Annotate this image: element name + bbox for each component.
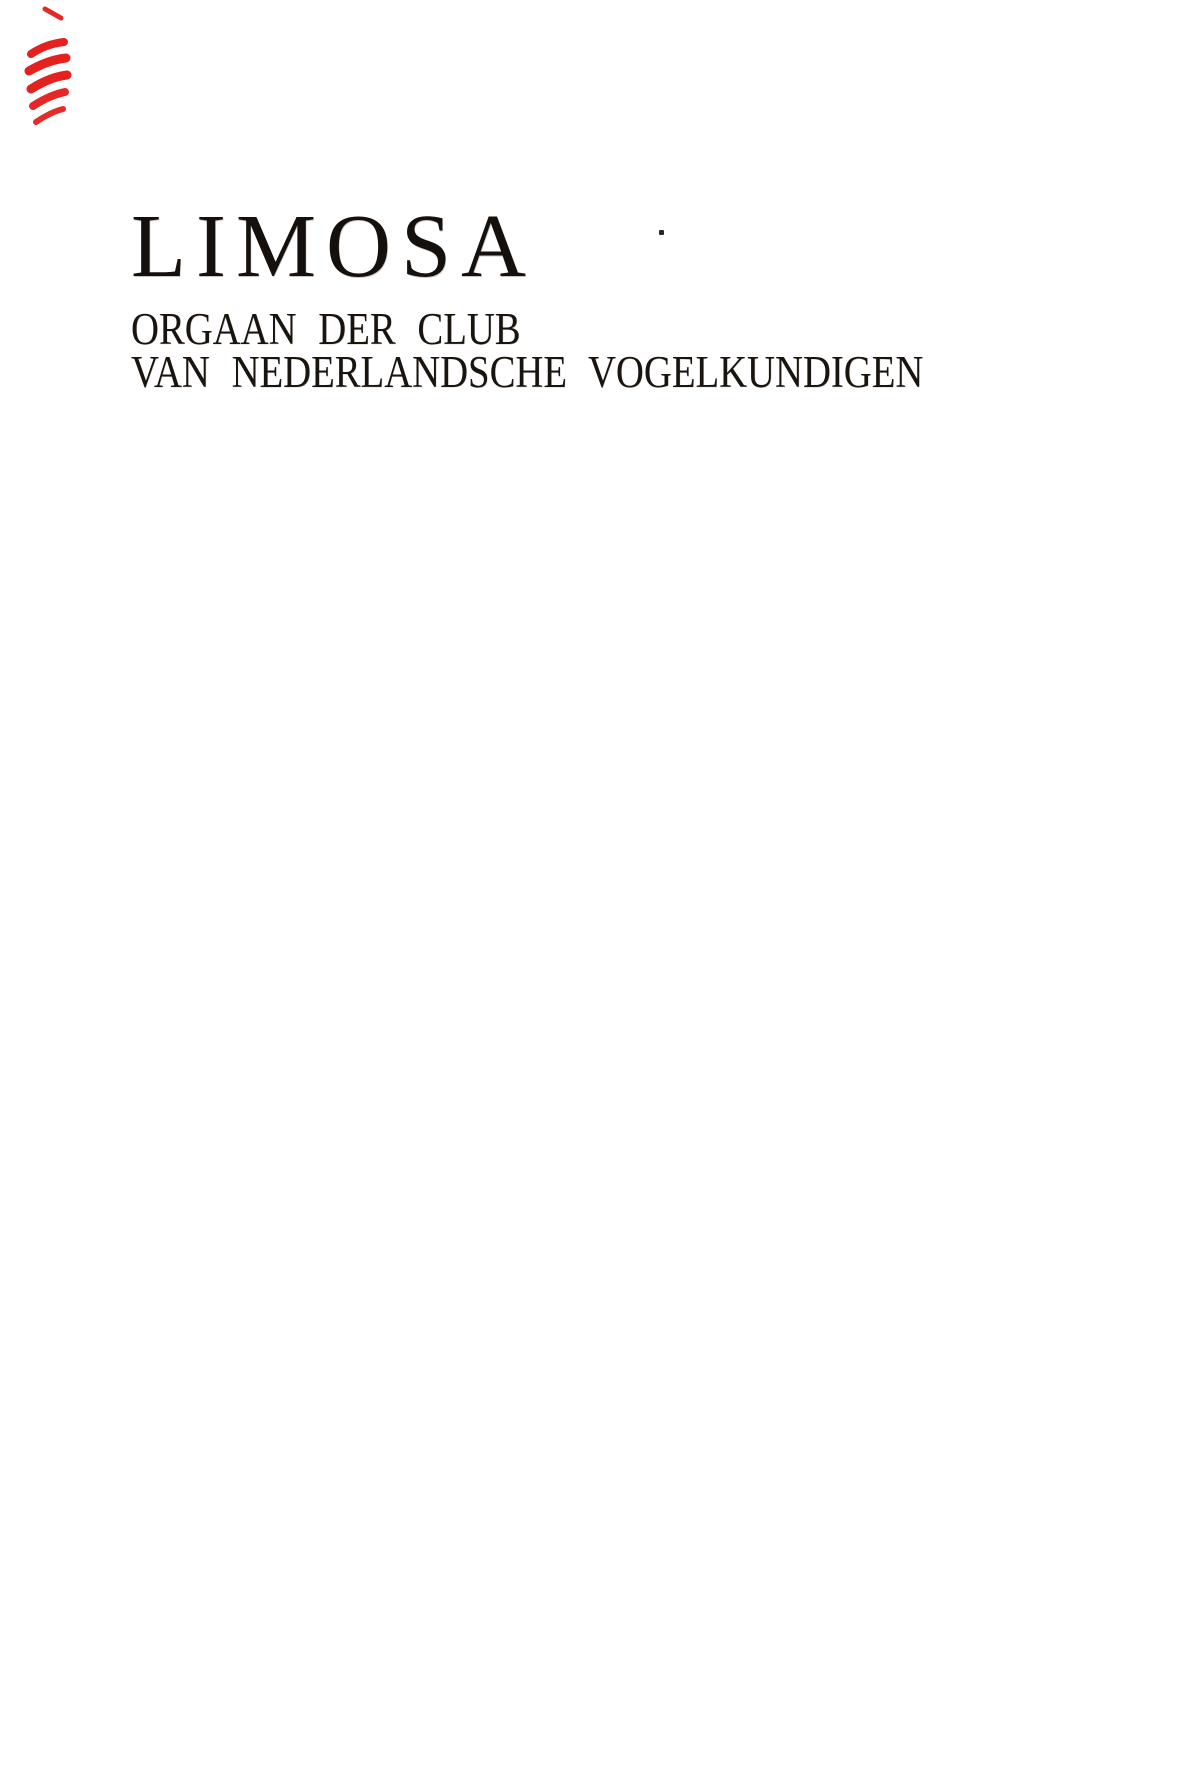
red-scribble-stroke xyxy=(29,58,66,71)
subtitle-line-1: ORGAAN DER CLUB xyxy=(131,304,521,354)
red-scribble-stroke xyxy=(33,92,65,106)
subtitle-line-2: VAN NEDERLANDSCHE VOGELKUNDIGEN xyxy=(131,347,924,397)
red-scribble-stroke xyxy=(36,109,63,122)
red-pen-scribble-mark xyxy=(24,2,76,134)
red-scribble-stroke xyxy=(31,75,67,89)
red-scribble-stroke xyxy=(31,42,64,54)
journal-subtitle xyxy=(131,304,924,397)
ink-dot-artifact xyxy=(659,230,664,235)
red-scribble-stroke xyxy=(45,9,61,18)
journal-title: LIMOSA xyxy=(131,197,537,296)
